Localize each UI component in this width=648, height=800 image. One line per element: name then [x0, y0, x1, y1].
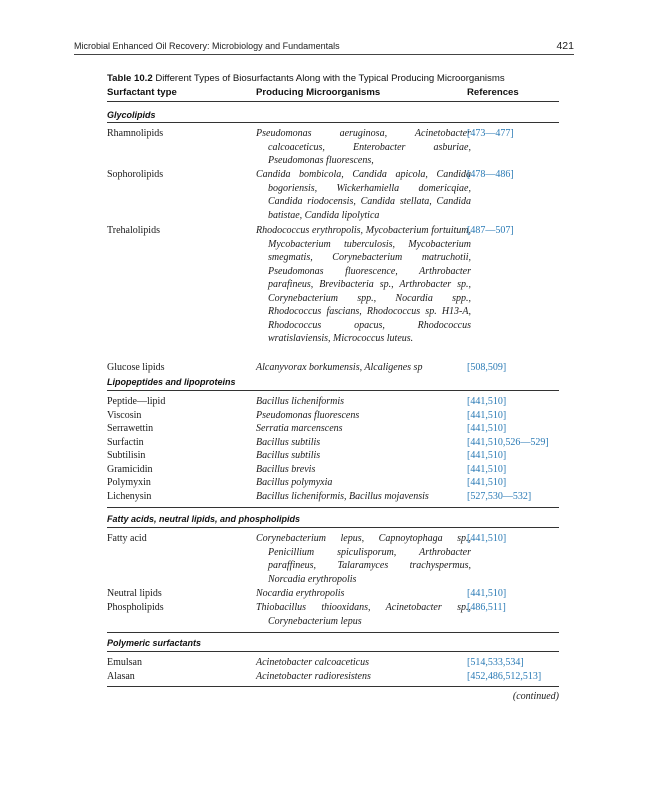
surfactant-type: Alasan [107, 671, 135, 682]
header-rule [74, 54, 574, 55]
surfactant-type: Fatty acid [107, 533, 147, 544]
surfactant-type: Neutral lipids [107, 588, 162, 599]
reference-link[interactable]: [527,530—532] [467, 491, 532, 502]
surfactant-type: Polymyxin [107, 477, 151, 488]
producing-organisms: Bacillus subtilis [256, 437, 321, 448]
producing-organisms: Candida bombicola, Candida apicola, Candida bogoriensis, Wickerhamiella domericqiae, Candida riodocensis, Candida stellata, Candida batistae, Candida lipolytica [256, 169, 471, 221]
running-header [74, 38, 574, 54]
surfactant-type: Sophorolipids [107, 169, 164, 180]
producing-organisms: Alcanyvorax borkumensis, Alcaligenes sp [256, 362, 423, 373]
surfactant-type: Subtilisin [107, 450, 146, 461]
reference-link[interactable]: [441,510] [467, 477, 507, 488]
table-header-rule [107, 101, 559, 102]
section-title: Glycolipids [107, 110, 156, 120]
surfactant-type: Lichenysin [107, 491, 152, 502]
table-bottom-rule [107, 686, 559, 687]
section-rule [107, 122, 559, 123]
reference-link[interactable]: [441,510] [467, 588, 507, 599]
section-rule [107, 390, 559, 391]
producing-organisms: Bacillus polymyxia [256, 477, 333, 488]
producing-organisms: Corynebacterium lepus, Capnoytophaga sp., Penicillium spiculisporum, Arthrobacter paraffineus, Talaramyces trachyspermus, Norcadia erythropolis [256, 533, 471, 585]
producing-organisms: Bacillus licheniformis, Bacillus mojavensis [256, 491, 429, 502]
producing-organisms: Nocardia erythropolis [256, 588, 345, 599]
section-rule [107, 651, 559, 652]
section-title: Lipopeptides and lipoproteins [107, 377, 236, 387]
producing-organisms: Thiobacillus thiooxidans, Acinetobacter sp., Corynebacterium lepus [256, 602, 471, 627]
producing-organisms: Rhodococcus erythropolis, Mycobacterium fortuitum, Mycobacterium tuberculosis, Mycobacterium smegmatis, Corynebacterium matruchotii, Pseudomonas fluorescence, Arthrobacter parafineus, Brevibacteria sp., Arthrobacter sp., Corynebacterium spp., Nocardia spp., Rhodococcus fascians, Rhodococcus sp. H13-A, Rhodococcus opacus, Rhodococcus wratislaviensis, Micrococcus luteus. [256, 225, 471, 344]
surfactant-type: Trehalolipids [107, 225, 160, 236]
reference-link[interactable]: [473—477] [467, 128, 514, 139]
producing-organisms: Bacillus subtilis [256, 450, 321, 461]
col-header-organisms: Producing Microorganisms [256, 87, 381, 98]
reference-link[interactable]: [486,511] [467, 602, 506, 613]
surfactant-type: Peptide—lipid [107, 396, 166, 407]
producing-organisms: Serratia marcenscens [256, 423, 343, 434]
producing-organisms: Bacillus brevis [256, 464, 316, 475]
producing-organisms: Pseudomonas aeruginosa, Acinetobacter calcoaceticus, Enterobacter asburiae, Pseudomonas fluorescens, [256, 128, 471, 166]
section-title: Polymeric surfactants [107, 638, 202, 648]
surfactant-type: Rhamnolipids [107, 128, 164, 139]
reference-link[interactable]: [441,510,526—529] [467, 437, 549, 448]
reference-link[interactable]: [452,486,512,513] [467, 671, 542, 682]
continued-note: (continued) [512, 691, 559, 702]
surfactant-type: Emulsan [107, 657, 142, 668]
producing-organisms: Bacillus licheniformis [256, 396, 345, 407]
page-number: 421 [556, 40, 574, 52]
surfactant-type: Gramicidin [107, 464, 153, 475]
table-title: Different Types of Biosurfactants Along with the Typical Producing Microorganisms [155, 73, 505, 84]
table-label: Table 10.2 [107, 73, 153, 84]
surfactant-type: Phospholipids [107, 602, 164, 613]
surfactant-type: Serrawettin [107, 423, 154, 434]
table-caption [107, 73, 505, 84]
surfactant-type: Glucose lipids [107, 362, 165, 373]
reference-link[interactable]: [441,510] [467, 464, 507, 475]
section-rule [107, 632, 559, 633]
producing-organisms: Pseudomonas fluorescens [256, 410, 360, 421]
reference-link[interactable]: [508,509] [467, 362, 507, 373]
section-title: Fatty acids, neutral lipids, and phospholipids [107, 514, 301, 524]
col-header-type: Surfactant type [107, 87, 177, 98]
surfactant-type: Surfactin [107, 437, 144, 448]
section-rule [107, 527, 559, 528]
reference-link[interactable]: [441,510] [467, 410, 507, 421]
reference-link[interactable]: [441,510] [467, 423, 507, 434]
reference-link[interactable]: [478—486] [467, 169, 514, 180]
producing-organisms: Acinetobacter calcoaceticus [256, 657, 370, 668]
surfactant-type: Viscosin [107, 410, 142, 421]
reference-link[interactable]: [441,510] [467, 533, 507, 544]
col-header-references: References [467, 87, 519, 98]
reference-link[interactable]: [441,510] [467, 450, 507, 461]
reference-link[interactable]: [487—507] [467, 225, 514, 236]
producing-organisms: Acinetobacter radioresistens [256, 671, 371, 682]
book-title: Microbial Enhanced Oil Recovery: Microbiology and Fundamentals [74, 41, 340, 51]
reference-link[interactable]: [441,510] [467, 396, 507, 407]
reference-link[interactable]: [514,533,534] [467, 657, 524, 668]
section-rule [107, 507, 559, 508]
